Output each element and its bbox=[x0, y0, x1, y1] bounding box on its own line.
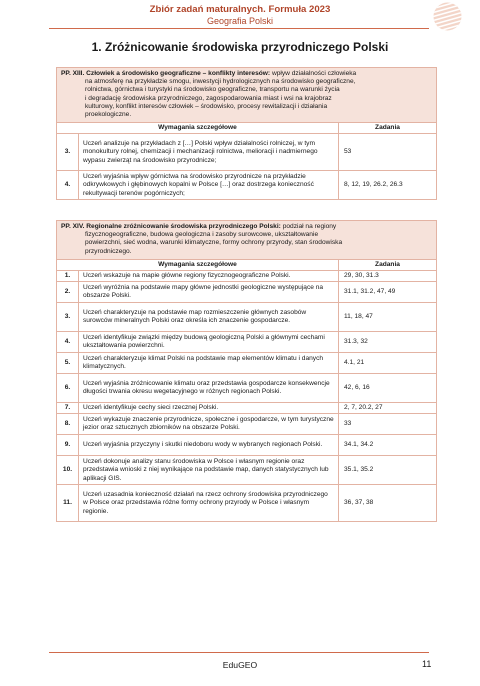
table-row bbox=[57, 353, 437, 374]
table-row bbox=[57, 171, 437, 200]
pp14-text-1: podział na regiony bbox=[280, 223, 337, 230]
page-header-subtitle: Geografia Polski bbox=[206, 16, 274, 26]
section-title: 1. Zróżnicowanie środowiska przyrodniczego Polski bbox=[91, 40, 389, 54]
row-requirement: Uczeń wyjaśnia zróżnicowanie klimatu oraz przedstawia gospodarcze konsekwencje długości trwania okresu wegetacyjnego w różnych regionach Polski. bbox=[79, 374, 339, 403]
table-row bbox=[57, 414, 437, 435]
table-row bbox=[57, 435, 437, 456]
table-row bbox=[57, 485, 437, 522]
row-tasks: 33 bbox=[339, 414, 437, 435]
pp14-header bbox=[57, 221, 437, 260]
row-number: 11. bbox=[57, 485, 79, 522]
pp13-label: PP. XIII. Człowiek a środowisko geograficzne – konflikty interesów: bbox=[61, 70, 271, 77]
row-requirement: Uczeń analizuje na przykładach z […] Polski wpływ działalności rolniczej, w tym monokultury rolnej, chemizacji i mechanizacji rolnictwa, melioracji i nadmiernego wypasu zwierząt na środowisko przyrodnicze; bbox=[79, 134, 339, 171]
pp13-text-3: rolnictwa, górnictwa i turystyki na środowisko geograficzne, transportu na warunki życia bbox=[85, 86, 340, 94]
row-tasks: 11, 18, 47 bbox=[339, 303, 437, 332]
requirements-table-pp13 bbox=[56, 67, 437, 200]
header-rule bbox=[49, 28, 429, 29]
row-requirement: Uczeń identyfikuje związki między budową geologiczną Polski a głównymi cechami ukształtowania powierzchni. bbox=[79, 332, 339, 353]
table-row bbox=[57, 374, 437, 403]
pp13-text-2: na atmosferę na przykładzie smogu, inwestycji hydrologicznych na środowisko geograficzne, bbox=[85, 78, 356, 86]
row-tasks: 4.1, 21 bbox=[339, 353, 437, 374]
striped-circle-logo-icon bbox=[433, 2, 462, 31]
table-row bbox=[57, 303, 437, 332]
row-number: 10. bbox=[57, 456, 79, 485]
column-header-tasks: Zadania bbox=[339, 259, 437, 270]
row-tasks: 8, 12, 19, 26.2, 26.3 bbox=[339, 171, 437, 200]
page-number: 11 bbox=[422, 659, 432, 669]
row-requirement: Uczeń wyróżnia na podstawie mapy główne jednostki geologiczne występujące na obszarze Polski. bbox=[79, 282, 339, 303]
pp14-text-4: przyrodniczego. bbox=[85, 247, 132, 255]
pp14-label: PP. XIV. Regionalne zróżnicowanie środowiska przyrodniczego Polski: bbox=[61, 223, 281, 230]
pp13-header bbox=[57, 68, 437, 123]
row-tasks: 42, 6, 16 bbox=[339, 374, 437, 403]
row-number: 2. bbox=[57, 282, 79, 303]
row-requirement: Uczeń uzasadnia konieczność działań na rzecz ochrony środowiska przyrodniczego w Polsce oraz przedstawia różne formy ochrony przyrody w Polsce i własnym regionie. bbox=[79, 485, 339, 522]
row-number: 4. bbox=[57, 332, 79, 353]
table-row bbox=[57, 271, 437, 282]
row-number: 9. bbox=[57, 435, 79, 456]
pp13-text-6: proekologiczne. bbox=[85, 111, 132, 119]
row-number: 4. bbox=[57, 171, 79, 200]
row-tasks: 2, 7, 20.2, 27 bbox=[339, 403, 437, 414]
requirements-table-pp14 bbox=[56, 220, 437, 522]
row-tasks: 34.1, 34.2 bbox=[339, 435, 437, 456]
row-requirement: Uczeń dokonuje analizy stanu środowiska w Polsce i własnym regionie oraz przedstawia wnioski z niej wynikające na podstawie map, danych statystycznych lub aplikacji GIS. bbox=[79, 456, 339, 485]
row-tasks: 35.1, 35.2 bbox=[339, 456, 437, 485]
table-row bbox=[57, 282, 437, 303]
table-row bbox=[57, 403, 437, 414]
row-requirement: Uczeń wyjaśnia wpływ górnictwa na środowisko przyrodnicze na przykładzie odkrywkowych i głębinowych kopalni w Polsce […] oraz dostrzega konieczność rekultywacji terenów pogórniczych; bbox=[79, 171, 339, 200]
footer-rule bbox=[49, 652, 429, 653]
column-header-tasks: Zadania bbox=[339, 123, 437, 134]
pp14-text-3: powierzchni, sieć wodna, warunki klimatyczne, formy ochrony przyrody, stan środowiska bbox=[85, 239, 343, 247]
column-header-requirements: Wymagania szczegółowe bbox=[57, 123, 339, 134]
row-number: 5. bbox=[57, 353, 79, 374]
row-requirement: Uczeń wykazuje znaczenie przyrodnicze, społeczne i gospodarcze, w tym turystyczne jezior oraz sztucznych zbiorników na obszarze Polski. bbox=[79, 414, 339, 435]
table-row bbox=[57, 134, 437, 171]
table-row bbox=[57, 332, 437, 353]
pp13-text-1: wpływ działalności człowieka bbox=[270, 70, 357, 77]
pp13-text-5: kulturowy, konflikt interesów człowiek – środowisko, procesy rewitalizacji i działania bbox=[85, 102, 328, 110]
row-tasks: 36, 37, 38 bbox=[339, 485, 437, 522]
row-tasks: 29, 30, 31.3 bbox=[339, 271, 437, 282]
row-requirement: Uczeń charakteryzuje na podstawie map rozmieszczenie głównych zasobów surowców mineralnych Polski oraz określa ich znaczenie gospodarcze. bbox=[79, 303, 339, 332]
row-tasks: 31.3, 32 bbox=[339, 332, 437, 353]
footer-brand: EduGEO bbox=[222, 660, 258, 670]
row-tasks: 31.1, 31.2, 47, 49 bbox=[339, 282, 437, 303]
pp13-text-4: i degradację środowiska przyrodniczego, zagospodarowania miast i wsi na krajobraz bbox=[85, 94, 332, 102]
page-header-title: Zbiór zadań maturalnych. Formuła 2023 bbox=[149, 4, 331, 15]
row-requirement: Uczeń wyjaśnia przyczyny i skutki niedoboru wody w wybranych regionach Polski. bbox=[79, 435, 339, 456]
row-requirement: Uczeń wskazuje na mapie główne regiony fizycznogeograficzne Polski. bbox=[79, 271, 339, 282]
row-requirement: Uczeń charakteryzuje klimat Polski na podstawie map elementów klimatu i danych klimatycznych. bbox=[79, 353, 339, 374]
row-number: 6. bbox=[57, 374, 79, 403]
row-number: 3. bbox=[57, 134, 79, 171]
row-number: 3. bbox=[57, 303, 79, 332]
table-row bbox=[57, 456, 437, 485]
row-number: 7. bbox=[57, 403, 79, 414]
row-requirement: Uczeń identyfikuje cechy sieci rzecznej Polski. bbox=[79, 403, 339, 414]
column-header-requirements: Wymagania szczegółowe bbox=[57, 259, 339, 270]
row-number: 8. bbox=[57, 414, 79, 435]
row-tasks: 53 bbox=[339, 134, 437, 171]
pp14-text-2: fizycznogeograficzne, budowa geologiczna i zasoby surowcowe, ukształtowanie bbox=[85, 231, 319, 239]
row-number: 1. bbox=[57, 271, 79, 282]
